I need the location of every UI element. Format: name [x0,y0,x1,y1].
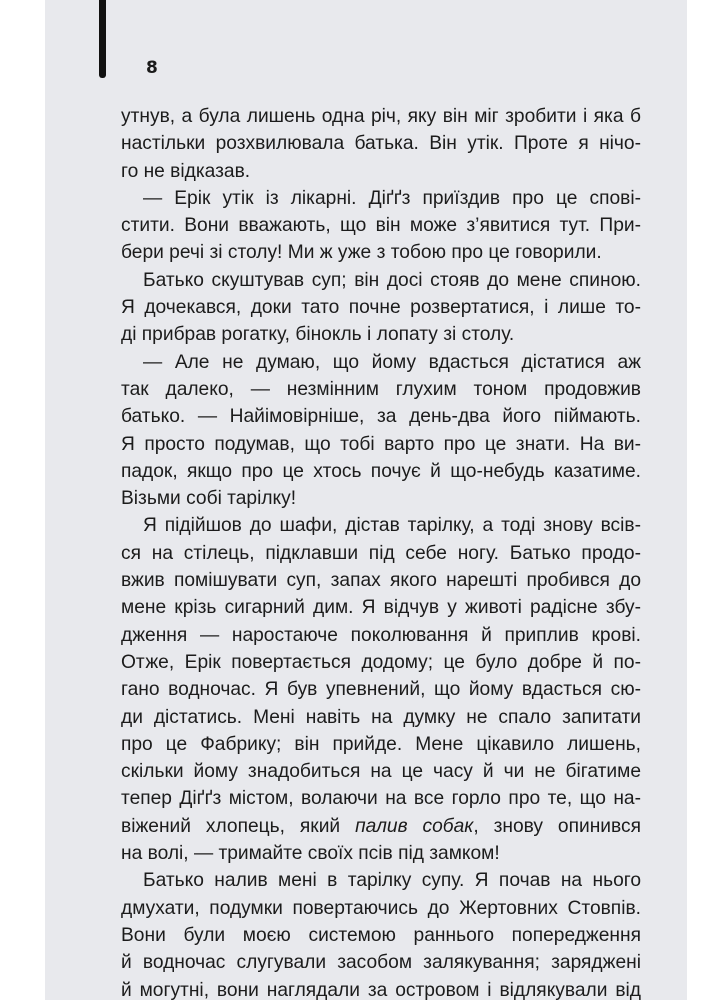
text-line [121,785,641,812]
text-line [121,731,641,758]
text-line-content: — Але не думаю, що йому вдасться дістатися аж [143,351,641,373]
text-line [121,594,641,621]
text-line-content: дмухати, подумки повертаючись до Жертовних Стовпів. [121,897,641,919]
text-line-content: дження — наростаюче поколювання й приплив крові. [121,624,641,646]
text-line-content: Візьми собі тарілку! [121,488,297,510]
text-line-content: Вони були моєю системою раннього попередження [121,924,641,946]
text-line [121,212,641,239]
body-text [121,103,641,1004]
text-line-content: — Ерік утік із лікарні. Діґґз приїздив про це спові- [143,187,641,209]
text-line [121,704,641,731]
text-line [121,349,641,376]
text-line [121,103,641,130]
text-line-content: й водночас слугували засобом залякування; заряджені [121,952,641,974]
text-line-content: тепер Діґґз містом, волаючи на все горло про те, що на- [121,788,641,810]
text-line-content: Отже, Ерік повертається додому; це було добре й по- [121,651,641,673]
text-line-content: стити. Вони вважають, що він може з’явитися тут. При- [121,215,641,237]
text-line-content: го не відказав. [121,160,251,182]
text-line [121,403,641,430]
text-line-content: вжив помішувати суп, запах якого нарешті пробився до [121,570,641,592]
text-line-content: утнув, а була лишень одна річ, яку він міг зробити і яка б [121,106,641,127]
text-line-content: батько. — Найімовірніше, за день-два його піймають. [121,406,641,428]
text-line [121,622,641,649]
text-line [121,294,641,321]
text-line-content: гано водночас. Я був упевнений, що йому вдасться сю- [121,679,641,701]
text-line-content: так далеко, — незмінним глухим тоном продовжив [121,378,641,400]
text-line [121,867,641,894]
text-line [121,376,641,403]
text-line [121,567,641,594]
text-line-content: про це Фабрику; він прийде. Мене цікавило лишень, [121,733,641,755]
emphasized-text: палив собак [355,815,474,837]
text-line-content: скільки йому знадобиться на це часу й чи не бігатиме [121,761,641,783]
text-line-content: Батько налив мені в тарілку супу. Я почав на нього [143,870,641,892]
text-line [121,949,641,976]
text-line-content: мене крізь сигарний дим. Я відчув у животі радісне збу- [121,597,641,619]
text-line [121,512,641,539]
text-line-content: на волі, — тримайте своїх псів під замком! [121,843,500,865]
text-line [121,895,641,922]
page-number: 8 [146,58,158,78]
text-line [121,431,641,458]
text-line-content: бери речі зі столу! Ми ж уже з тобою про це говорили. [121,242,602,264]
text-line-content: Я дочекався, доки тато почне розвертатися, і лише то- [121,297,641,319]
text-line-content: настільки розхвилювала батька. Він утік. Проте я нічо- [121,133,641,155]
text-line-content: ді прибрав рогатку, бінокль і лопату зі столу. [121,324,515,346]
binding-edge [99,0,106,78]
text-line [121,540,641,567]
text-line [121,158,641,185]
text-line [121,458,641,485]
text-line [121,922,641,949]
text-line-content: ди дістатись. Мені навіть на думку не спало запитати [121,706,641,728]
text-line-content: ся на стілець, підклавши під себе ногу. Батько продо- [121,542,641,564]
text-line [121,813,641,840]
text-line-content: Я просто подумав, що тобі варто про це знати. На ви- [121,433,641,455]
text-line-continuation: , знову опинився [473,815,641,837]
text-line [121,321,641,348]
text-line [121,840,641,867]
text-line-content: Батько скуштував суп; він досі стояв до мене спиною. [143,269,641,291]
text-line [121,185,641,212]
text-line [121,676,641,703]
text-line-content: Я підійшов до шафи, дістав тарілку, а тоді знову всів- [143,515,641,537]
text-line [121,267,641,294]
text-line [121,649,641,676]
text-line-content: падок, якщо про це хтось почує й що-небудь казатиме. [121,460,641,482]
text-line-content: віжений хлопець, який [121,815,356,837]
text-line-content: й могутні, вони наглядали за островом і відлякували від [121,979,641,1001]
text-line [121,239,641,266]
text-line [121,485,641,512]
text-line [121,130,641,157]
text-line [121,758,641,785]
